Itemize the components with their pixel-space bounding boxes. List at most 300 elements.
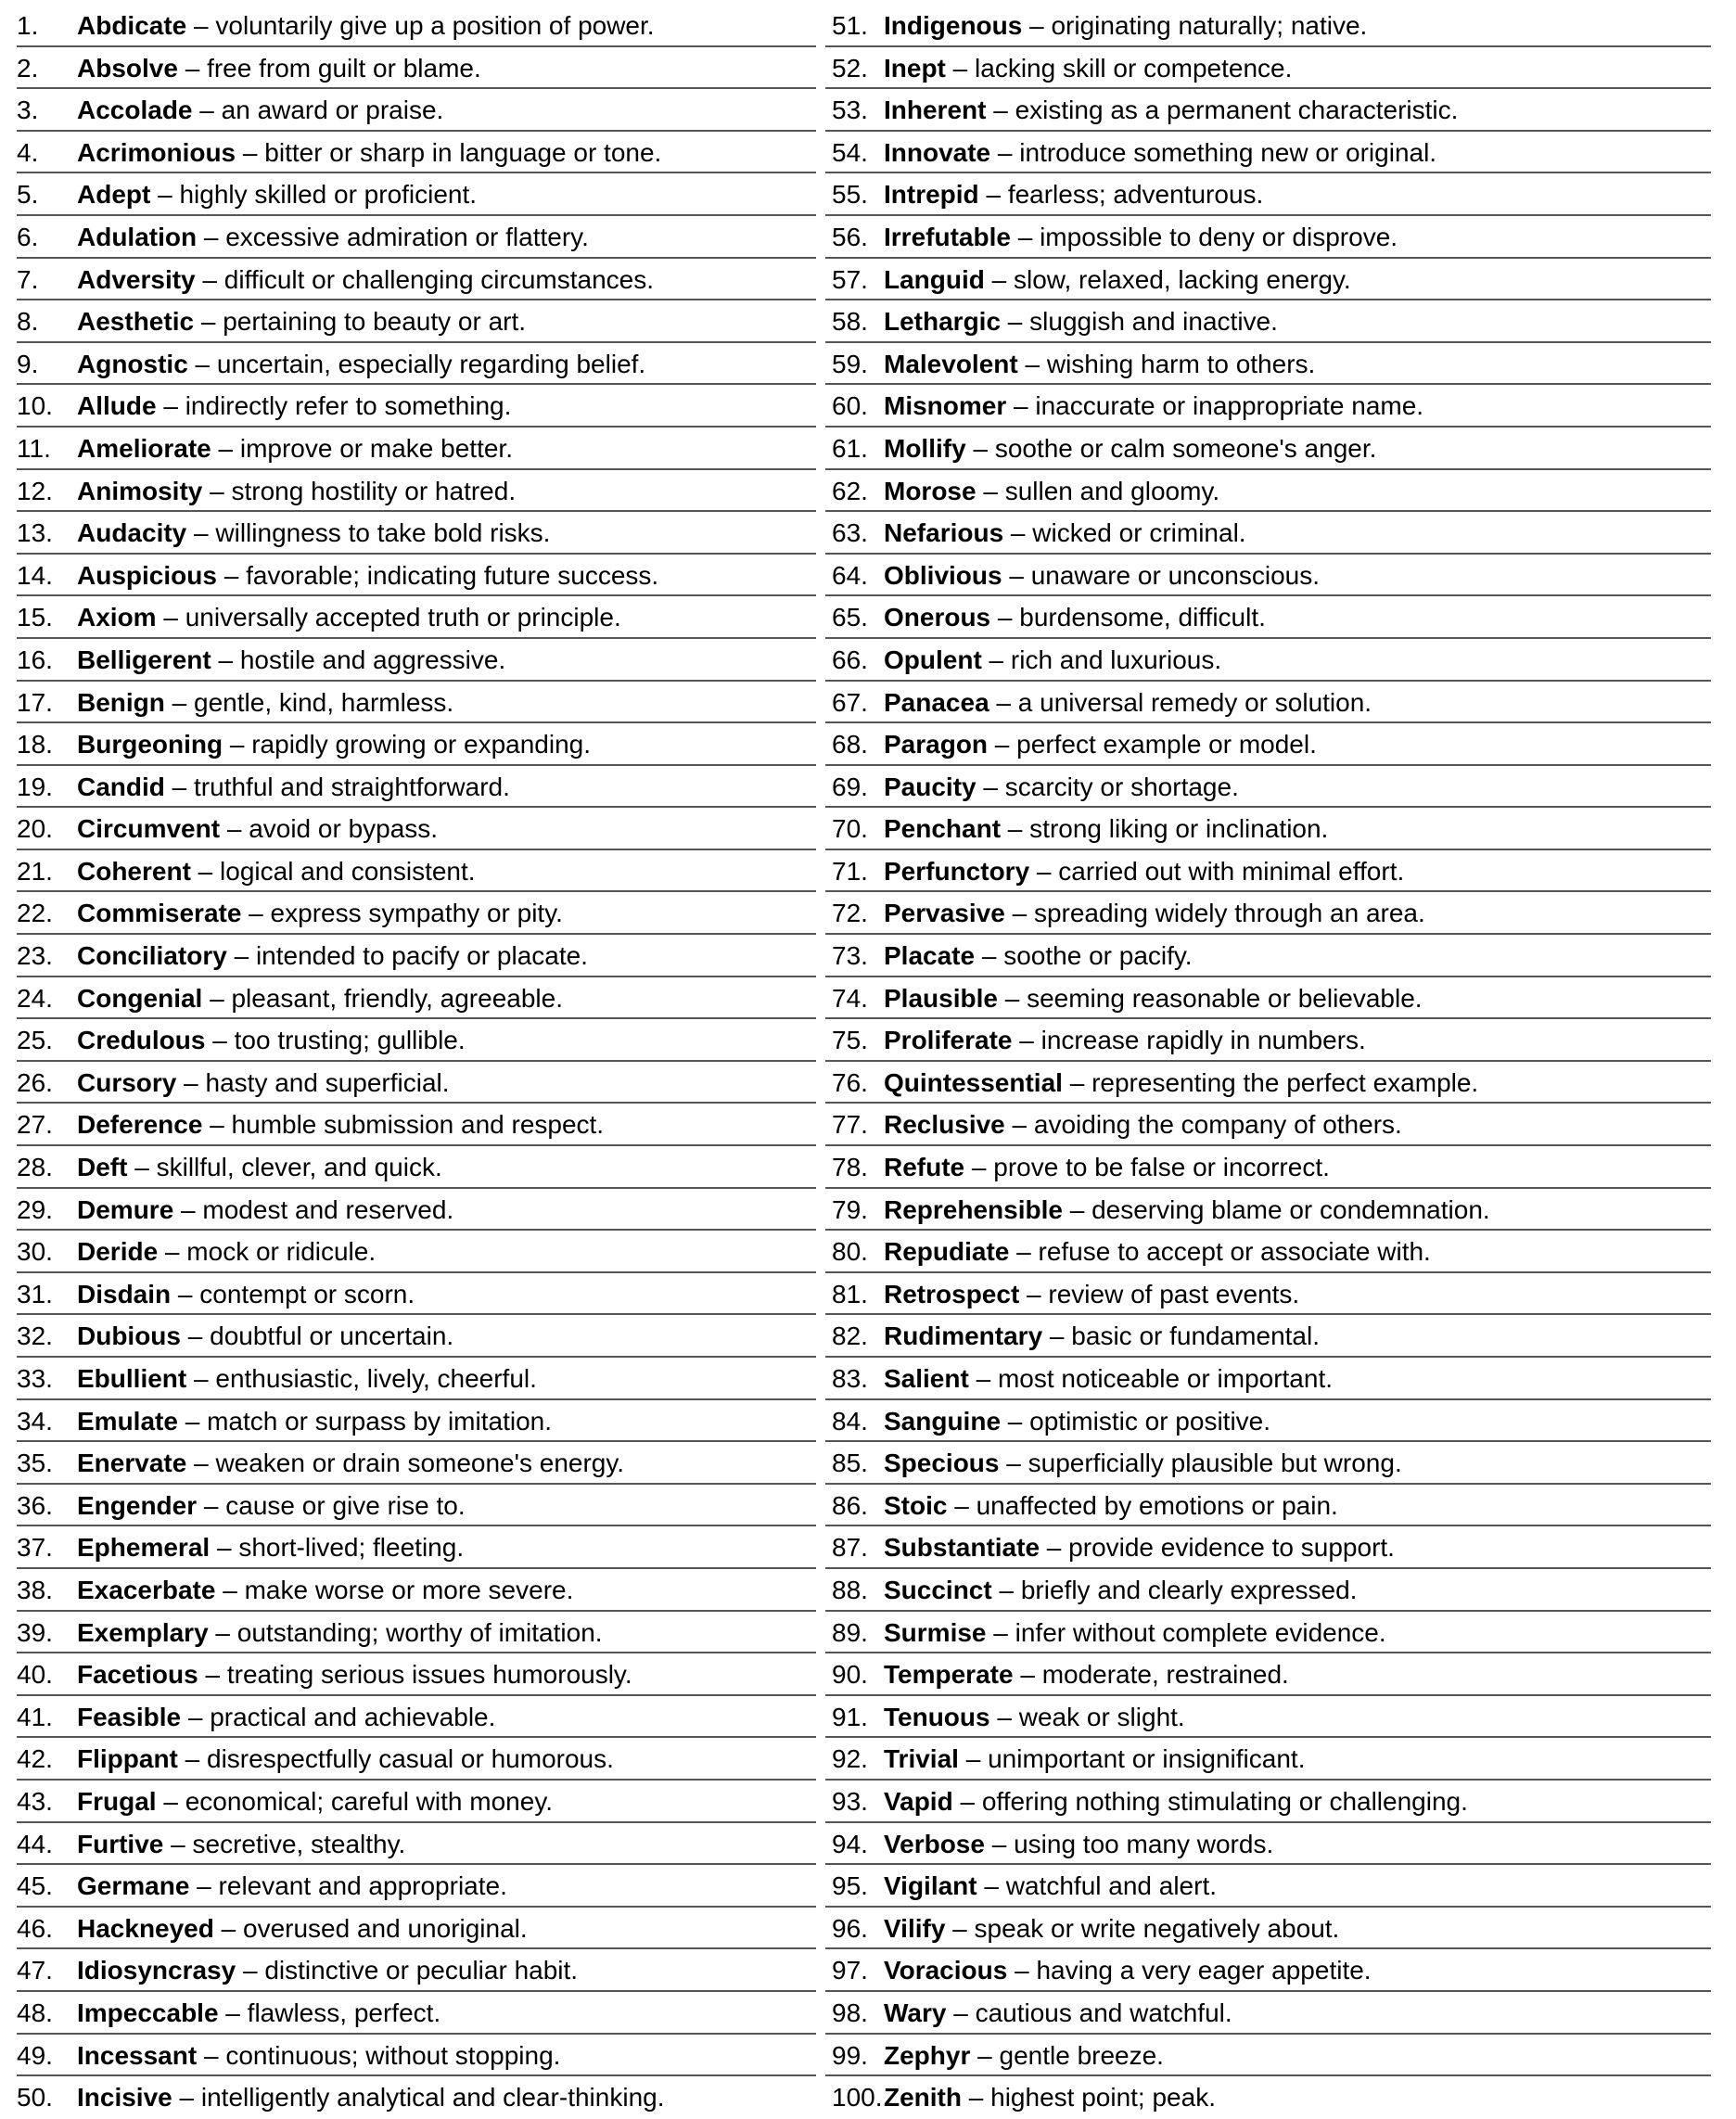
entry-definition: intended to pacify or placate. xyxy=(255,941,588,971)
entry-separator: – xyxy=(997,983,1028,1013)
entry-number: 80. xyxy=(832,1237,868,1267)
entry-separator: – xyxy=(976,772,1005,801)
entry-number: 64. xyxy=(832,560,868,590)
list-item xyxy=(825,173,1711,216)
entry-word: Rudimentary xyxy=(884,1321,1043,1351)
entry-text xyxy=(884,390,1423,422)
entry-definition: strong hostility or hatred. xyxy=(231,476,517,505)
entry-separator: – xyxy=(1007,1956,1037,1985)
entry-text xyxy=(884,687,1372,719)
entry-number: 99. xyxy=(832,2040,868,2070)
list-item xyxy=(17,723,816,766)
entry-definition: skillful, clever, and quick. xyxy=(156,1153,442,1182)
list-item xyxy=(17,1231,816,1273)
entry-word: Placate xyxy=(884,941,976,971)
list-item xyxy=(17,47,816,90)
entry-text xyxy=(77,1406,552,1437)
entry-text xyxy=(884,1109,1402,1141)
entry-number: 26. xyxy=(17,1067,53,1097)
entry-word: Irrefutable xyxy=(884,222,1011,251)
entry-word: Adversity xyxy=(77,264,196,294)
entry-text xyxy=(884,433,1376,465)
entry-separator: – xyxy=(1062,1067,1092,1097)
entry-definition: soothe or calm someone's anger. xyxy=(994,433,1377,463)
list-item xyxy=(17,1442,816,1485)
entry-separator: – xyxy=(202,1110,232,1140)
list-item xyxy=(17,1526,816,1569)
entry-word: Onerous xyxy=(884,603,991,632)
entry-definition: basic or fundamental. xyxy=(1071,1321,1321,1351)
entry-number: 79. xyxy=(832,1194,868,1224)
entry-separator: – xyxy=(1040,1533,1069,1563)
entry-separator: – xyxy=(958,1744,989,1774)
list-item xyxy=(17,343,816,386)
entry-word: Vapid xyxy=(884,1786,953,1816)
entry-word: Deft xyxy=(77,1153,128,1182)
vocab-column-left xyxy=(17,5,816,2119)
entry-word: Intrepid xyxy=(884,180,979,210)
list-item xyxy=(17,1865,816,1908)
list-item xyxy=(825,892,1711,935)
entry-separator: – xyxy=(195,264,224,294)
entry-text xyxy=(884,1617,1386,1649)
entry-word: Refute xyxy=(884,1153,965,1182)
entry-text xyxy=(77,1532,464,1564)
entry-text xyxy=(77,1279,415,1310)
entry-number: 57. xyxy=(832,264,868,294)
entry-text xyxy=(884,137,1436,169)
list-item xyxy=(17,1358,816,1400)
list-item xyxy=(825,1358,1711,1400)
entry-number: 37. xyxy=(17,1533,53,1563)
entry-text xyxy=(884,1067,1478,1099)
entry-definition: avoiding the company of others. xyxy=(1033,1110,1402,1140)
entry-definition: gentle, kind, harmless. xyxy=(194,687,454,717)
entry-word: Belligerent xyxy=(77,645,211,674)
entry-word: Germane xyxy=(77,1871,190,1901)
entry-text xyxy=(77,1829,405,1860)
entry-number: 28. xyxy=(17,1153,53,1182)
entry-word: Facetious xyxy=(77,1660,198,1690)
entry-text xyxy=(884,179,1263,211)
entry-word: Agnostic xyxy=(77,349,188,378)
entry-separator: – xyxy=(163,1829,193,1858)
entry-text xyxy=(77,602,621,633)
entry-number: 62. xyxy=(832,476,868,505)
entry-definition: disrespectfully casual or humorous. xyxy=(207,1744,614,1774)
entry-number: 50. xyxy=(17,2083,53,2113)
entry-definition: modest and reserved. xyxy=(202,1194,454,1224)
entry-number: 1. xyxy=(17,11,39,40)
entry-text xyxy=(77,856,476,887)
entry-definition: overused and unoriginal. xyxy=(243,1913,528,1943)
entry-number: 14. xyxy=(17,560,53,590)
entry-word: Feasible xyxy=(77,1702,182,1731)
entry-definition: carried out with minimal effort. xyxy=(1058,856,1405,886)
entry-separator: – xyxy=(218,1998,248,2027)
entry-word: Penchant xyxy=(884,814,1002,844)
entry-separator: – xyxy=(197,2040,226,2070)
list-item xyxy=(825,2076,1711,2119)
list-item xyxy=(17,173,816,216)
entry-number: 76. xyxy=(832,1067,868,1097)
entry-definition: using too many words. xyxy=(1014,1829,1274,1858)
entry-word: Malevolent xyxy=(884,349,1018,378)
entry-definition: optimistic or positive. xyxy=(1029,1406,1271,1436)
entry-separator: – xyxy=(1010,222,1040,251)
entry-definition: sluggish and inactive. xyxy=(1029,307,1278,337)
entry-definition: most noticeable or important. xyxy=(997,1364,1334,1393)
list-item xyxy=(825,2035,1711,2077)
entry-text xyxy=(884,560,1320,592)
entry-definition: speak or write negatively about. xyxy=(974,1913,1340,1943)
entry-separator: – xyxy=(181,1321,211,1351)
entry-number: 75. xyxy=(832,1026,868,1055)
entry-separator: – xyxy=(150,180,180,210)
list-item xyxy=(825,808,1711,850)
entry-number: 9. xyxy=(17,349,39,378)
entry-definition: fearless; adventurous. xyxy=(1007,180,1264,210)
entry-separator: – xyxy=(975,941,1004,971)
entry-text xyxy=(77,476,516,507)
entry-text xyxy=(884,1279,1299,1310)
entry-text xyxy=(884,1025,1366,1056)
list-item xyxy=(825,1315,1711,1358)
entry-number: 10. xyxy=(17,391,53,421)
entry-separator: – xyxy=(1004,899,1034,928)
entry-definition: pleasant, friendly, agreeable. xyxy=(231,983,563,1013)
entry-text xyxy=(77,1236,376,1268)
entry-number: 82. xyxy=(832,1321,868,1351)
entry-number: 11. xyxy=(17,433,51,463)
entry-number: 25. xyxy=(17,1026,53,1055)
list-item xyxy=(17,596,816,639)
entry-separator: – xyxy=(187,349,217,378)
entry-text xyxy=(884,1321,1320,1352)
entry-definition: short-lived; fleeting. xyxy=(238,1533,465,1563)
list-item xyxy=(17,766,816,809)
list-item xyxy=(825,1781,1711,1823)
entry-number: 35. xyxy=(17,1449,53,1478)
entry-definition: bitter or sharp in language or tone. xyxy=(264,137,662,167)
entry-definition: too trusting; gullible. xyxy=(234,1026,466,1055)
list-item xyxy=(825,1485,1711,1527)
entry-definition: treating serious issues humorously. xyxy=(226,1660,632,1690)
entry-word: Misnomer xyxy=(884,391,1007,421)
entry-number: 39. xyxy=(17,1617,53,1647)
entry-number: 8. xyxy=(17,307,39,337)
entry-separator: – xyxy=(989,1702,1019,1731)
list-item xyxy=(825,1612,1711,1654)
entry-separator: – xyxy=(202,476,232,505)
list-item xyxy=(17,1696,816,1739)
entry-separator: – xyxy=(965,433,995,463)
entry-word: Dubious xyxy=(77,1321,181,1351)
entry-word: Paucity xyxy=(884,772,976,801)
entry-separator: – xyxy=(1001,814,1030,844)
list-item xyxy=(17,808,816,850)
list-item xyxy=(825,1231,1711,1273)
entry-definition: make worse or more severe. xyxy=(244,1575,574,1604)
entry-text xyxy=(884,772,1239,803)
entry-definition: contempt or scorn. xyxy=(199,1279,415,1308)
list-item xyxy=(825,850,1711,893)
entry-definition: pertaining to beauty or art. xyxy=(223,307,527,337)
entry-definition: distinctive or peculiar habit. xyxy=(264,1956,579,1985)
entry-number: 65. xyxy=(832,603,868,632)
entry-separator: – xyxy=(1006,391,1036,421)
entry-definition: doubtful or uncertain. xyxy=(210,1321,454,1351)
entry-number: 98. xyxy=(832,1998,868,2027)
entry-number: 69. xyxy=(832,772,868,801)
entry-separator: – xyxy=(186,1364,216,1393)
entry-text xyxy=(884,813,1328,845)
entry-word: Mollify xyxy=(884,433,966,463)
entry-definition: slow, relaxed, lacking energy. xyxy=(1014,264,1351,294)
list-item xyxy=(825,935,1711,977)
entry-text xyxy=(884,1490,1338,1522)
list-item xyxy=(825,977,1711,1020)
entry-number: 51. xyxy=(832,11,868,40)
entry-separator: – xyxy=(127,1153,157,1182)
entry-word: Nefarious xyxy=(884,518,1004,548)
entry-text xyxy=(77,2082,665,2113)
entry-separator: – xyxy=(1001,307,1030,337)
entry-separator: – xyxy=(1013,1660,1042,1690)
entry-word: Idiosyncrasy xyxy=(77,1956,236,1985)
list-item xyxy=(17,1400,816,1443)
entry-text xyxy=(884,2040,1164,2072)
entry-number: 94. xyxy=(832,1829,868,1858)
entry-definition: seeming reasonable or believable. xyxy=(1027,983,1423,1013)
entry-text xyxy=(77,729,591,760)
entry-separator: – xyxy=(1042,1321,1072,1351)
list-item xyxy=(17,428,816,470)
list-item xyxy=(17,5,816,47)
entry-separator: – xyxy=(968,1364,998,1393)
entry-word: Incisive xyxy=(77,2083,172,2113)
entry-number: 13. xyxy=(17,518,53,548)
entry-word: Specious xyxy=(884,1449,1000,1478)
list-item xyxy=(825,1062,1711,1104)
entry-text xyxy=(77,1870,507,1902)
entry-number: 12. xyxy=(17,476,53,505)
list-item xyxy=(825,216,1711,259)
entry-text xyxy=(77,983,563,1015)
entry-number: 48. xyxy=(17,1998,53,2027)
entry-text xyxy=(884,1532,1395,1564)
entry-definition: weaken or drain someone's energy. xyxy=(215,1449,625,1478)
entry-separator: – xyxy=(208,1617,237,1647)
entry-number: 83. xyxy=(832,1364,868,1393)
entry-text xyxy=(884,856,1404,887)
entry-separator: – xyxy=(186,1449,216,1478)
list-item xyxy=(17,1104,816,1146)
entry-word: Absolve xyxy=(77,53,178,83)
entry-text xyxy=(77,1109,604,1141)
list-item xyxy=(825,639,1711,682)
entry-word: Panacea xyxy=(884,687,989,717)
list-item xyxy=(17,1315,816,1358)
entry-word: Vigilant xyxy=(884,1871,977,1901)
entry-number: 90. xyxy=(832,1660,868,1690)
entry-number: 84. xyxy=(832,1406,868,1436)
entry-definition: offering nothing stimulating or challenging. xyxy=(981,1786,1468,1816)
entry-text xyxy=(77,222,589,253)
entry-number: 59. xyxy=(832,349,868,378)
entry-separator: – xyxy=(988,730,1017,760)
entry-word: Benign xyxy=(77,687,165,717)
entry-text xyxy=(884,729,1317,760)
entry-number: 93. xyxy=(832,1786,868,1816)
entry-word: Axiom xyxy=(77,603,157,632)
entry-text xyxy=(77,2040,560,2072)
list-item xyxy=(825,1653,1711,1696)
list-item xyxy=(17,2076,816,2119)
entry-number: 46. xyxy=(17,1913,53,1943)
entry-separator: – xyxy=(976,1871,1006,1901)
entry-separator: – xyxy=(186,518,216,548)
entry-text xyxy=(884,222,1398,253)
entry-separator: – xyxy=(205,1026,235,1055)
entry-separator: – xyxy=(236,137,265,167)
entry-number: 71. xyxy=(832,856,868,886)
list-item xyxy=(17,1738,816,1781)
entry-word: Commiserate xyxy=(77,899,242,928)
list-item xyxy=(825,1908,1711,1950)
entry-word: Morose xyxy=(884,476,976,505)
entry-definition: wicked or criminal. xyxy=(1032,518,1246,548)
entry-definition: economical; careful with money. xyxy=(185,1786,554,1816)
entry-word: Deference xyxy=(77,1110,203,1140)
entry-separator: – xyxy=(211,433,240,463)
entry-definition: burdensome, difficult. xyxy=(1019,603,1266,632)
entry-separator: – xyxy=(945,1913,975,1943)
entry-text xyxy=(77,1448,624,1479)
entry-definition: introduce something new or original. xyxy=(1019,137,1437,167)
entry-number: 73. xyxy=(832,941,868,971)
entry-definition: practical and achievable. xyxy=(210,1702,496,1731)
entry-definition: weak or slight. xyxy=(1018,1702,1185,1731)
entry-number: 74. xyxy=(832,983,868,1013)
entry-number: 53. xyxy=(832,96,868,125)
entry-definition: strong liking or inclination. xyxy=(1029,814,1329,844)
entry-text xyxy=(884,602,1266,633)
list-item xyxy=(17,470,816,513)
entry-separator: – xyxy=(1019,1279,1049,1308)
vocab-column-right xyxy=(825,5,1711,2119)
entry-number: 77. xyxy=(832,1110,868,1140)
list-item xyxy=(825,723,1711,766)
list-item xyxy=(825,385,1711,428)
entry-number: 5. xyxy=(17,180,39,210)
entry-text xyxy=(77,1067,450,1099)
entry-definition: humble submission and respect. xyxy=(231,1110,605,1140)
entry-word: Repudiate xyxy=(884,1237,1010,1267)
entry-separator: – xyxy=(177,53,208,83)
entry-word: Aesthetic xyxy=(77,307,195,337)
entry-separator: – xyxy=(156,1786,185,1816)
entry-separator: – xyxy=(1012,1026,1041,1055)
entry-number: 89. xyxy=(832,1617,868,1647)
entry-separator: – xyxy=(181,1702,211,1731)
entry-definition: voluntarily give up a position of power. xyxy=(215,11,655,40)
entry-word: Impeccable xyxy=(77,1998,219,2027)
entry-separator: – xyxy=(158,1237,187,1267)
entry-separator: – xyxy=(164,687,195,717)
entry-word: Temperate xyxy=(884,1660,1014,1690)
entry-word: Verbose xyxy=(884,1829,985,1858)
entry-number: 61. xyxy=(832,433,868,463)
entry-text xyxy=(77,264,654,296)
entry-number: 2. xyxy=(17,53,39,83)
entry-text xyxy=(77,433,513,465)
entry-text xyxy=(884,1743,1305,1775)
entry-word: Candid xyxy=(77,772,165,801)
list-item xyxy=(825,682,1711,724)
entry-text xyxy=(884,1913,1339,1945)
entry-definition: cautious and watchful. xyxy=(975,1998,1232,2027)
entry-separator: – xyxy=(976,476,1005,505)
entry-text xyxy=(77,390,511,422)
entry-text xyxy=(884,940,1193,972)
entry-text xyxy=(884,517,1246,549)
entry-number: 29. xyxy=(17,1194,53,1224)
entry-number: 52. xyxy=(832,53,868,83)
entry-text xyxy=(77,1363,537,1395)
entry-number: 86. xyxy=(832,1490,868,1520)
list-item xyxy=(17,385,816,428)
entry-definition: hasty and superficial. xyxy=(205,1067,450,1097)
entry-number: 32. xyxy=(17,1321,53,1351)
entry-word: Circumvent xyxy=(77,814,221,844)
list-item xyxy=(17,1273,816,1316)
entry-text xyxy=(77,1194,453,1226)
list-item xyxy=(825,1992,1711,2035)
entry-number: 92. xyxy=(832,1744,868,1774)
entry-word: Zenith xyxy=(884,2083,962,2113)
entry-text xyxy=(884,1194,1490,1226)
entry-separator: – xyxy=(223,730,252,760)
entry-number: 67. xyxy=(832,687,868,717)
list-item xyxy=(17,682,816,724)
entry-number: 4. xyxy=(17,137,39,167)
entry-text xyxy=(884,53,1292,84)
entry-separator: – xyxy=(176,1067,206,1097)
list-item xyxy=(825,1442,1711,1485)
entry-separator: – xyxy=(236,1956,265,1985)
entry-definition: hostile and aggressive. xyxy=(239,645,506,674)
entry-word: Succinct xyxy=(884,1575,992,1604)
list-item xyxy=(825,596,1711,639)
entry-text xyxy=(884,349,1315,380)
entry-word: Indigenous xyxy=(884,11,1023,40)
entry-word: Zephyr xyxy=(884,2040,971,2070)
entry-word: Accolade xyxy=(77,96,193,125)
entry-text xyxy=(884,898,1425,929)
entry-number: 16. xyxy=(17,645,53,674)
entry-separator: – xyxy=(173,1194,203,1224)
list-item xyxy=(825,1019,1711,1062)
entry-separator: – xyxy=(1017,349,1047,378)
list-item xyxy=(825,428,1711,470)
entry-number: 22. xyxy=(17,899,53,928)
entry-definition: briefly and clearly expressed. xyxy=(1020,1575,1358,1604)
entry-number: 54. xyxy=(832,137,868,167)
list-item xyxy=(825,1400,1711,1443)
entry-number: 72. xyxy=(832,899,868,928)
list-item xyxy=(17,132,816,174)
